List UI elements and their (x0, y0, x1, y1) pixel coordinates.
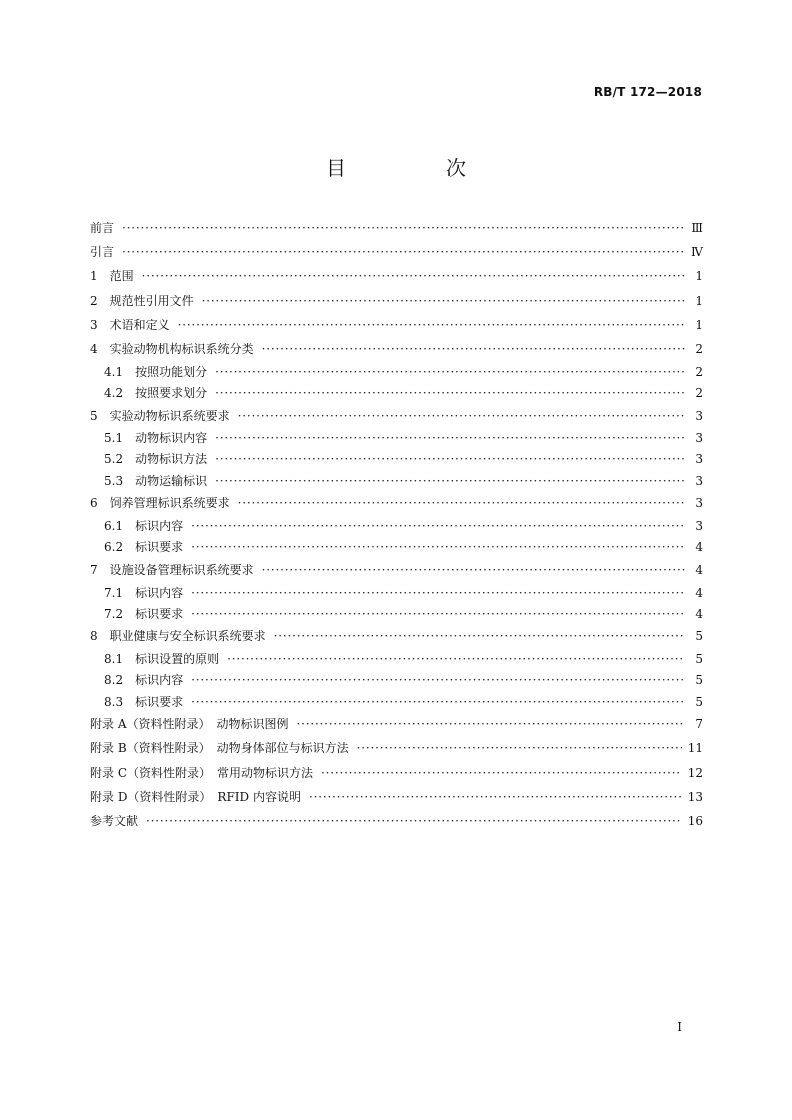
toc-entry-number: 4.2 (104, 385, 124, 400)
toc-entry-label: 饲养管理标识系统要求 (109, 496, 230, 511)
toc-entry-number: 8 (90, 629, 98, 644)
toc-entry-page: 3 (695, 408, 703, 423)
toc-entry-label: 标识要求 (135, 606, 184, 621)
toc-entry-page: 11 (687, 741, 703, 756)
toc-entry-page: 3 (695, 473, 703, 488)
toc-dot-leader (191, 607, 685, 621)
toc-entry-label: 设施设备管理标识系统要求 (109, 562, 254, 577)
toc-dot-leader (122, 245, 685, 259)
toc-entry-page: 2 (695, 385, 703, 400)
toc-entry-label: 标识设置的原则 (135, 652, 220, 667)
toc-entry-page: 3 (695, 496, 703, 511)
toc-entry[interactable] (90, 670, 703, 691)
toc-entry[interactable] (90, 624, 703, 648)
document-code: RB/T 172—2018 (593, 85, 702, 99)
toc-entry[interactable] (90, 449, 703, 470)
toc-entry-number: 7.2 (104, 606, 124, 621)
toc-entry-number: 8.3 (104, 694, 124, 709)
toc-entry[interactable] (90, 537, 703, 558)
toc-dot-leader (122, 221, 685, 235)
toc-dot-leader (238, 409, 685, 423)
toc-entry[interactable] (90, 382, 703, 403)
toc-entry-label: 术语和定义 (109, 317, 170, 332)
toc-entry-number: 3 (90, 317, 98, 332)
toc-entry-page: 5 (695, 694, 703, 709)
toc-entry[interactable] (90, 289, 703, 313)
toc-entry-number: 4.1 (104, 364, 124, 379)
toc-entry-page: 7 (695, 717, 703, 732)
toc-dot-leader (296, 717, 685, 731)
toc-dot-leader (215, 386, 685, 400)
toc-entry-label: 前言 (90, 221, 115, 236)
toc-entry-page: 5 (695, 673, 703, 688)
toc-entry[interactable] (90, 736, 703, 760)
toc-entry-number: 7 (90, 562, 98, 577)
table-of-contents (90, 216, 703, 833)
page-title: 目 次 (326, 156, 506, 180)
toc-entry[interactable] (90, 361, 703, 382)
toc-entry-label: 规范性引用文件 (109, 293, 194, 308)
toc-entry-number: 7.1 (104, 585, 124, 600)
toc-entry-page: Ⅲ (691, 221, 703, 236)
toc-dot-leader (215, 365, 685, 379)
toc-entry-page: 12 (687, 765, 703, 780)
toc-entry[interactable] (90, 558, 703, 582)
toc-entry[interactable] (90, 491, 703, 515)
toc-entry-page: 4 (695, 540, 703, 555)
toc-entry[interactable] (90, 785, 703, 809)
toc-dot-leader (191, 673, 685, 687)
toc-entry-label: 实验动物标识系统要求 (109, 408, 230, 423)
toc-dot-leader (142, 269, 685, 283)
toc-entry[interactable] (90, 404, 703, 428)
toc-dot-leader (191, 586, 685, 600)
toc-entry-page: 4 (695, 606, 703, 621)
toc-entry-number: 8.2 (104, 673, 124, 688)
toc-entry-number: 5.3 (104, 473, 124, 488)
toc-entry[interactable] (90, 470, 703, 491)
toc-entry-page: 3 (695, 519, 703, 534)
toc-dot-leader (238, 496, 685, 510)
toc-entry-page: 4 (695, 585, 703, 600)
toc-entry[interactable] (90, 428, 703, 449)
toc-entry-label: 动物标识方法 (135, 452, 208, 467)
toc-dot-leader (215, 452, 685, 466)
toc-entry-label: 范围 (109, 269, 134, 284)
toc-entry-label: 按照功能划分 (135, 364, 208, 379)
toc-entry[interactable] (90, 264, 703, 288)
toc-entry[interactable] (90, 691, 703, 712)
toc-entry-number: 4 (90, 342, 98, 357)
toc-entry-label: 附录 B（资料性附录） 动物身体部位与标识方法 (90, 741, 349, 756)
toc-dot-leader (202, 294, 685, 308)
toc-dot-leader (309, 790, 682, 804)
toc-dot-leader (191, 695, 685, 709)
toc-entry[interactable] (90, 337, 703, 361)
toc-entry-page: 1 (695, 317, 703, 332)
toc-dot-leader (191, 540, 685, 554)
toc-entry-label: 标识内容 (135, 585, 184, 600)
toc-entry[interactable] (90, 649, 703, 670)
toc-dot-leader (321, 766, 682, 780)
toc-entry-label: 标识要求 (135, 694, 184, 709)
toc-entry-label: 附录 C（资料性附录） 常用动物标识方法 (90, 765, 313, 780)
toc-entry[interactable] (90, 216, 703, 240)
toc-entry-page: 13 (687, 789, 703, 804)
toc-entry-page: 3 (695, 452, 703, 467)
toc-entry-number: 6.2 (104, 540, 124, 555)
toc-entry-page: 2 (695, 364, 703, 379)
toc-entry-page: 5 (695, 652, 703, 667)
toc-entry[interactable] (90, 313, 703, 337)
toc-entry[interactable] (90, 712, 703, 736)
toc-entry-label: 按照要求划分 (135, 385, 208, 400)
toc-entry-label: 标识要求 (135, 540, 184, 555)
toc-dot-leader (262, 342, 685, 356)
toc-entry[interactable] (90, 240, 703, 264)
toc-dot-leader (215, 474, 685, 488)
toc-entry-page: 1 (695, 293, 703, 308)
toc-entry-label: 职业健康与安全标识系统要求 (109, 629, 266, 644)
toc-entry[interactable] (90, 515, 703, 536)
toc-entry-label: 引言 (90, 245, 115, 260)
toc-entry-label: 实验动物机构标识系统分类 (109, 342, 254, 357)
toc-dot-leader (274, 629, 685, 643)
toc-entry-label: 参考文献 (90, 813, 139, 828)
toc-entry[interactable] (90, 761, 703, 785)
toc-entry-page: Ⅳ (691, 245, 703, 260)
toc-entry-page: 4 (695, 562, 703, 577)
toc-entry-page: 2 (695, 342, 703, 357)
toc-entry-number: 1 (90, 269, 98, 284)
toc-entry-label: 标识内容 (135, 673, 184, 688)
toc-entry-number: 2 (90, 293, 98, 308)
toc-entry-page: 3 (695, 431, 703, 446)
toc-dot-leader (227, 652, 685, 666)
toc-dot-leader (191, 519, 685, 533)
page-number: I (677, 1020, 682, 1034)
toc-dot-leader (215, 431, 685, 445)
toc-entry[interactable] (90, 809, 703, 833)
toc-entry-number: 6 (90, 496, 98, 511)
toc-entry-label: 动物标识内容 (135, 431, 208, 446)
toc-entry[interactable] (90, 603, 703, 624)
toc-entry-number: 8.1 (104, 652, 124, 667)
toc-entry-number: 5.2 (104, 452, 124, 467)
toc-entry-number: 5 (90, 408, 98, 423)
toc-entry-label: 附录 D（资料性附录） RFID 内容说明 (90, 789, 301, 804)
toc-entry-page: 5 (695, 629, 703, 644)
toc-dot-leader (357, 741, 682, 755)
toc-entry[interactable] (90, 582, 703, 603)
toc-entry-page: 1 (695, 269, 703, 284)
toc-entry-label: 附录 A（资料性附录） 动物标识图例 (90, 717, 289, 732)
toc-entry-label: 动物运输标识 (135, 473, 208, 488)
toc-entry-number: 6.1 (104, 519, 124, 534)
toc-dot-leader (178, 318, 685, 332)
toc-entry-page: 16 (687, 813, 703, 828)
toc-dot-leader (146, 814, 682, 828)
toc-entry-label: 标识内容 (135, 519, 184, 534)
toc-dot-leader (262, 563, 685, 577)
toc-entry-number: 5.1 (104, 431, 124, 446)
